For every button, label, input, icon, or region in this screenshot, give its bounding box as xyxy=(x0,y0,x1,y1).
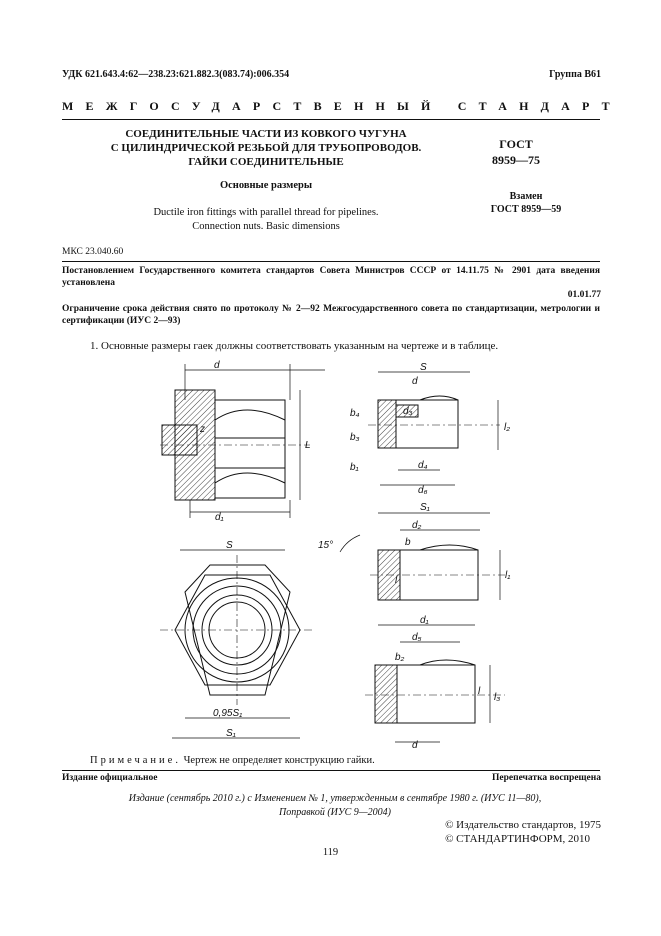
label-b3: b₃ xyxy=(350,432,360,443)
replaces-number: ГОСТ 8959—59 xyxy=(490,204,562,215)
assembly-view xyxy=(160,364,325,518)
edition-info xyxy=(100,792,570,820)
replaces-label: Взамен xyxy=(509,191,543,202)
title-line-3: ГАЙКИ СОЕДИНИТЕЛЬНЫЕ xyxy=(188,156,344,168)
group-code: Группа В61 xyxy=(549,69,601,80)
paragraph-1: 1. Основные размеры гаек должны соответствовать указанным на чертеже и в таблице. xyxy=(90,340,499,352)
page-number: 119 xyxy=(322,847,339,858)
edition-line-2: Поправкой (ИУС 9—2004) xyxy=(278,807,392,818)
label-d-bottom: d xyxy=(412,740,418,750)
label-b2: b₂ xyxy=(395,652,405,663)
nut-section-view-1 xyxy=(368,372,500,485)
mks-code: МКС 23.040.60 xyxy=(62,247,124,257)
nut-section-view-3 xyxy=(365,625,505,742)
label-b4: b₄ xyxy=(350,408,360,419)
label-d2: d₂ xyxy=(412,520,422,531)
decree-text: Постановлением Государственного комитета стандартов Совета Министров СССР от 14.11.75 № 2901 дата введения установлена xyxy=(62,266,600,288)
label-d-right: d xyxy=(412,376,418,387)
label-S1-right: S₁ xyxy=(420,502,430,513)
english-title-line-1: Ductile iron fittings with parallel thread for pipelines. xyxy=(153,207,379,218)
label-S1: S₁ xyxy=(226,728,236,739)
effective-date: 01.01.77 xyxy=(567,290,601,300)
limitation-text: Ограничение срока действия снято по протоколу № 2—92 Межгосударственного совета по стандартизации, метрологии и сертификации (ИУС 2—93) xyxy=(62,304,600,326)
english-title xyxy=(96,206,436,234)
label-l2: l₂ xyxy=(504,422,511,433)
label-d1: d₁ xyxy=(215,512,224,523)
label-S: S xyxy=(226,540,233,551)
copyright-1: © Издательство стандартов, 1975 xyxy=(445,819,601,831)
label-d5: d₅ xyxy=(412,632,422,643)
label-d: d xyxy=(214,360,220,371)
label-L: L xyxy=(305,440,311,451)
label-S-right: S xyxy=(420,362,427,373)
technical-drawing xyxy=(0,355,661,750)
gost-designation xyxy=(476,136,556,168)
title-line-2: С ЦИЛИНДРИЧЕСКОЙ РЕЗЬБОЙ ДЛЯ ТРУБОПРОВОДОВ. xyxy=(110,142,422,154)
reprint-forbidden: Перепечатка воспрещена xyxy=(491,773,601,783)
edition-line-1: Издание (сентябрь 2010 г.) с Изменением № 1, утвержденным в сентябре 1980 г. (ИУС 11—80), xyxy=(128,793,542,804)
label-l-right: l xyxy=(478,686,481,697)
label-095S1: 0,95S₁ xyxy=(213,708,243,719)
label-l3: l₃ xyxy=(494,692,501,703)
copyright-block xyxy=(445,818,601,846)
subtitle: Основные размеры xyxy=(219,180,313,191)
banner-rule xyxy=(62,119,600,120)
label-angle: 15° xyxy=(318,540,334,551)
note-label: Примечание. xyxy=(90,755,181,766)
standard-banner: МЕЖГОСУДАРСТВЕННЫЙ СТАНДАРТ xyxy=(62,99,622,113)
header-rule xyxy=(62,261,600,262)
drawing-note xyxy=(90,755,600,766)
label-d6: d₆ xyxy=(418,485,428,496)
label-z: z xyxy=(200,424,205,435)
label-l: l xyxy=(395,575,398,586)
title-line-1: СОЕДИНИТЕЛЬНЫЕ ЧАСТИ ИЗ КОВКОГО ЧУГУНА xyxy=(125,128,407,140)
note-text: Чертеж не определяет конструкцию гайки. xyxy=(180,755,375,766)
official-edition: Издание официальное xyxy=(62,773,158,783)
replaces-block xyxy=(476,190,576,216)
copyright-2: © СТАНДАРТИНФОРМ, 2010 xyxy=(445,833,591,845)
document-title xyxy=(96,127,436,169)
gost-number: 8959—75 xyxy=(492,153,540,167)
footer-rule xyxy=(62,770,600,771)
label-b1: b₁ xyxy=(350,462,359,473)
label-l1: l₁ xyxy=(505,570,511,581)
label-d1-right: d₁ xyxy=(420,615,429,626)
nut-section-view-2 xyxy=(340,513,505,600)
label-d3: d₃ xyxy=(403,406,413,417)
label-d4: d₄ xyxy=(418,460,428,471)
label-b: b xyxy=(405,537,411,548)
english-title-line-2: Connection nuts. Basic dimensions xyxy=(192,221,340,232)
udc-code: УДК 621.643.4:62—238.23:621.882.3(083.74):006.354 xyxy=(62,69,290,80)
gost-label: ГОСТ xyxy=(499,137,533,151)
